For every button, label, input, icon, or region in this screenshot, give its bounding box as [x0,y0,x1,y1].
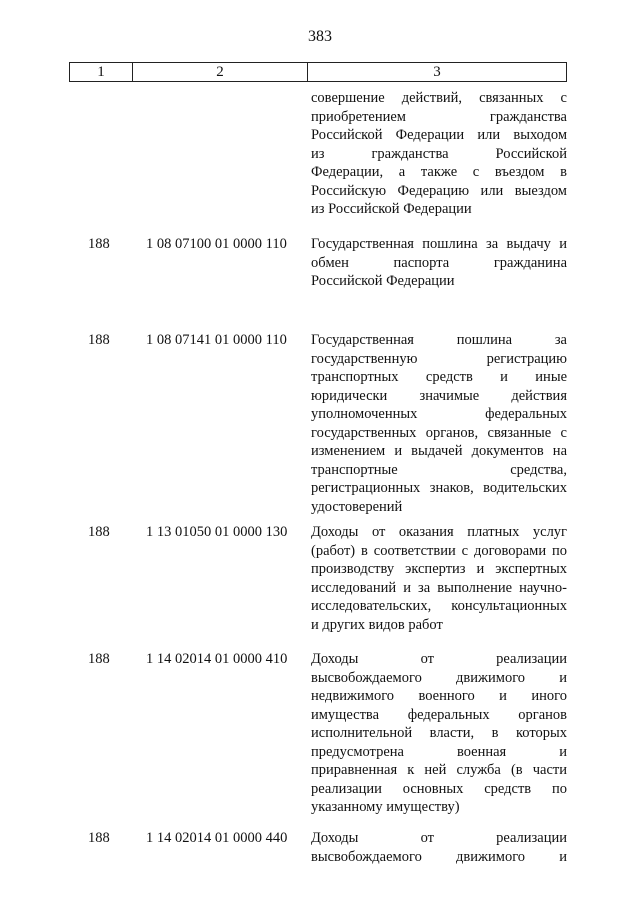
income-description [311,89,567,219]
description-line: исполнительной власти, в которых [311,725,567,741]
description-line: из Российской Федерации [311,201,472,217]
admin-code: 188 [88,524,110,540]
description-line: указанному имуществу) [311,799,460,815]
table-body [0,89,640,889]
description-line: приравненная к ней служба (в части [311,762,567,778]
description-line: уполномоченных федеральных [311,406,567,422]
budget-classification-code: 1 14 02014 01 0000 440 [146,830,288,846]
description-line: Государственная пошлина за выдачу и [311,236,567,252]
description-line: предусмотрена военная и [311,743,567,760]
description-line: Российской Федерации или выходом [311,127,567,143]
table-row [0,829,640,889]
description-line: изменением и выдачей документов на [311,443,567,459]
income-description [311,650,567,817]
description-line: Доходы от реализации [311,651,567,667]
column-header-row [69,62,567,82]
description-line: юридически значимые действия [311,387,567,404]
admin-code: 188 [88,651,110,667]
description-line: и других видов работ [311,616,443,633]
description-line: совершение действий, связанных с [311,90,567,106]
description-line: высвобождаемого движимого и [311,669,567,686]
income-description [311,235,567,291]
description-line: Федерации, а также с въездом в [311,164,567,180]
description-line: реализации основных средств по [311,780,567,797]
description-line: Доходы от реализации [311,830,567,846]
column-header-3: 3 [433,64,441,80]
description-line: Доходы от оказания платных услуг [311,524,567,540]
description-line: исследований и за выполнение научно- [311,579,567,596]
budget-classification-code: 1 08 07100 01 0000 110 [146,236,287,252]
description-line: производству экспертиз и экспертных [311,561,567,577]
description-line: регистрационных знаков, водительских [311,480,567,496]
description-line: удостоверений [311,498,403,515]
description-line: приобретением гражданства [311,108,567,125]
page-number: 383 [308,28,332,45]
description-line: Российской Федерации [311,273,455,289]
table-row [0,89,640,223]
income-description [311,523,567,634]
description-line: государственную регистрацию [311,350,567,367]
budget-classification-code: 1 14 02014 01 0000 410 [146,651,288,667]
description-line: обмен паспорта гражданина [311,254,567,271]
description-line: транспортных средств и иные [311,369,567,385]
admin-code: 188 [88,332,110,348]
column-header-1: 1 [70,63,133,81]
budget-classification-code: 1 08 07141 01 0000 110 [146,332,287,348]
admin-code: 188 [88,830,110,846]
description-line: (работ) в соответствии с договорами по [311,542,567,559]
income-description [311,829,567,866]
description-line: высвобождаемого движимого и [311,848,567,865]
description-line: из гражданства Российской [311,145,567,162]
admin-code: 188 [88,236,110,252]
table-row [0,650,640,817]
table-row [0,235,640,319]
table-row [0,523,640,638]
description-line: имущества федеральных органов [311,706,567,723]
description-line: Российскую Федерацию или выездом [311,182,567,199]
column-header-2: 2 [133,63,308,81]
description-line: транспортные средства, [311,461,567,478]
description-line: исследовательских, консультационных [311,598,567,614]
description-line: государственных органов, связанные с [311,424,567,441]
description-line: Государственная пошлина за [311,332,567,348]
budget-classification-code: 1 13 01050 01 0000 130 [146,524,288,540]
description-line: недвижимого военного и иного [311,688,567,704]
table-row [0,331,640,515]
income-description [311,331,567,516]
